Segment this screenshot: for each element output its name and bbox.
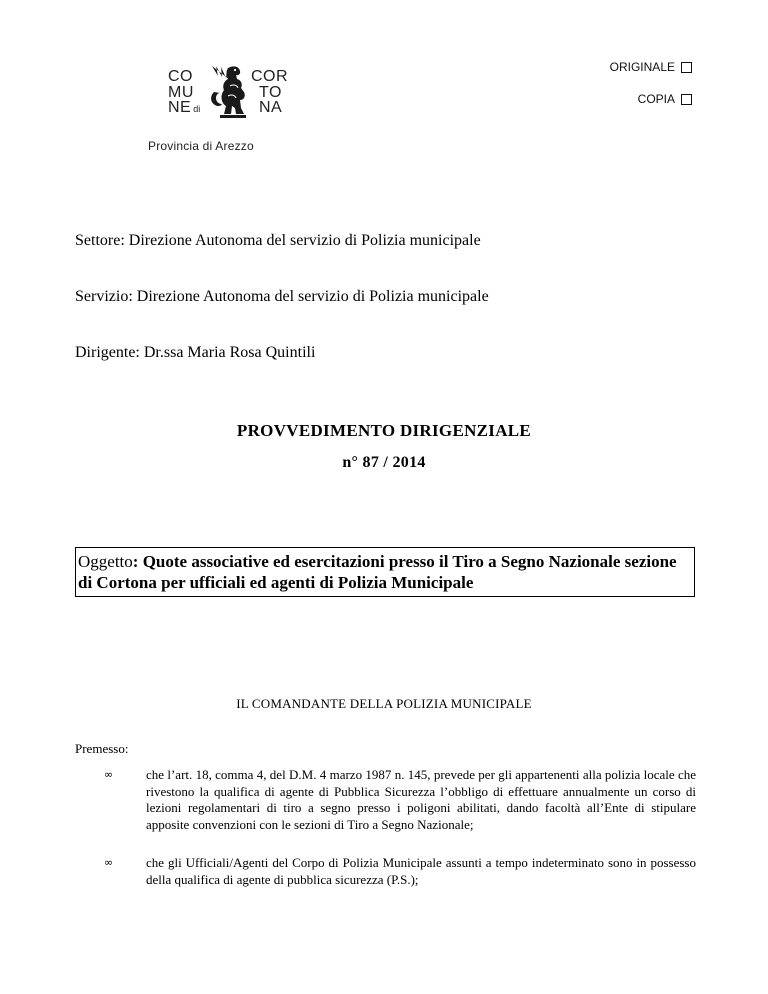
logo-di: di: [193, 104, 201, 114]
dirigente-line: Dirigente: Dr.ssa Maria Rosa Quintili: [75, 344, 316, 361]
logo-left-line-3: NE: [168, 99, 192, 116]
list-item-text: che gli Ufficiali/Agenti del Corpo di Polizia Municipale assunti a tempo indeterminato sono in possesso della qualifica di agente di pubblica sicurezza (P.S.);: [146, 855, 696, 887]
list-item: [104, 855, 696, 888]
logo-left-line-3-wrap: [168, 100, 200, 118]
comune-logo: [168, 62, 298, 120]
premesso-label: Premesso:: [75, 741, 129, 756]
list-item-text: che l’art. 18, comma 4, del D.M. 4 marzo 1987 n. 145, prevede per gli appartenenti alla polizia locale che rivestono la qualifica di agente di Pubblica Sicurezza l’obbligo di effettuare annualmente un corso di lezioni regolamentari di tiro a segno presso i poligoni abilitati, dando facoltà all’Ente di stipulare apposite convenzioni con le sezioni di Tiro a Segno Nazionale;: [146, 767, 696, 832]
copia-option: [638, 92, 692, 106]
province-label: Provincia di Arezzo: [148, 139, 254, 153]
logo-left-line-1: CO: [168, 68, 193, 85]
document-title: PROVVEDIMENTO DIRIGENZIALE: [236, 421, 532, 440]
document-number: n° 87 / 2014: [342, 454, 426, 471]
logo-right-line-3: NA: [259, 99, 283, 116]
logo-text-left: [168, 69, 200, 118]
infinity-bullet-icon: ∞: [104, 856, 114, 869]
originale-label: ORIGINALE: [609, 60, 675, 74]
logo-right-line-2: TO: [259, 83, 282, 101]
copia-label: COPIA: [637, 92, 675, 106]
list-item: [104, 767, 696, 833]
servizio-line: Servizio: Direzione Autonoma del servizio di Polizia municipale: [75, 288, 489, 305]
griffin-emblem-icon: [206, 62, 250, 120]
oggetto-text: : Quote associative ed esercitazioni presso il Tiro a Segno Nazionale sezione di Cortona per ufficiali ed agenti di Polizia Municipale: [78, 552, 677, 592]
logo-text-right: [251, 69, 288, 116]
logo-right-line-1: COR: [251, 68, 289, 85]
oggetto-label: Oggetto: [78, 552, 133, 571]
originale-option: [610, 60, 692, 74]
originale-checkbox[interactable]: [681, 62, 692, 73]
oggetto-box: [75, 547, 695, 597]
comandante-heading: IL COMANDANTE DELLA POLIZIA MUNICIPALE: [236, 696, 532, 711]
logo-left-line-2: MU: [168, 83, 194, 101]
settore-line: Settore: Direzione Autonoma del servizio di Polizia municipale: [75, 232, 481, 249]
copia-checkbox[interactable]: [681, 94, 692, 105]
infinity-bullet-icon: ∞: [104, 768, 114, 781]
